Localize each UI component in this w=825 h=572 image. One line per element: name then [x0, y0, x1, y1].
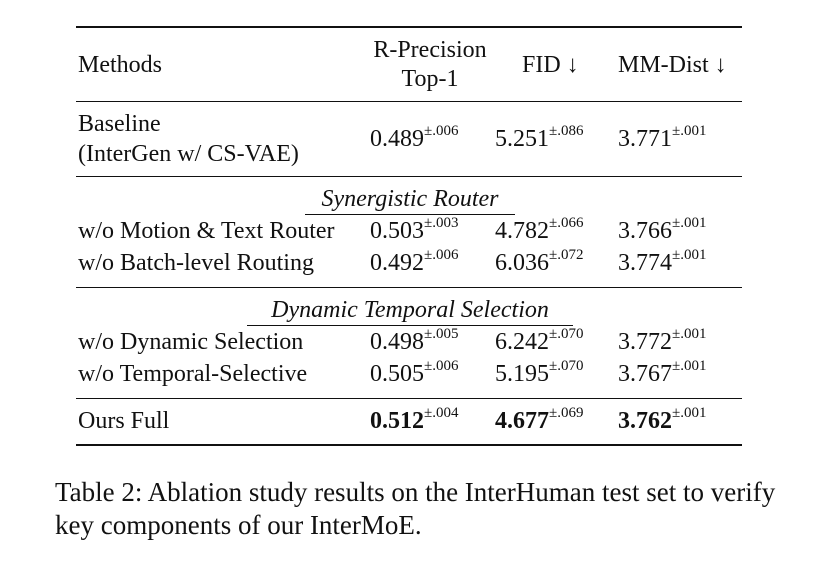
row-rprec: $0.498^{\pm.005}$: [370, 326, 459, 355]
header-mmdist: MM-Dist ↓: [618, 52, 727, 78]
row-mmdist: $3.772^{\pm.001}$: [618, 326, 707, 355]
header-methods: Methods: [78, 52, 162, 78]
section-synergistic-underline: [305, 214, 515, 215]
row-mmdist: $3.767^{\pm.001}$: [618, 358, 707, 387]
table-bottom-rule: [76, 444, 742, 446]
section-dynamic-underline: [247, 325, 573, 326]
ours-fid: $4.677^{\pm.069}$: [495, 405, 584, 434]
row-fid: $4.782^{\pm.066}$: [495, 215, 584, 244]
baseline-label-line2: (InterGen w/ CS-VAE): [78, 141, 299, 167]
table-top-rule: [76, 26, 742, 28]
row-label: w/o Temporal-Selective: [78, 361, 308, 387]
baseline-rprec: $0.489^{\pm.006}$: [370, 123, 459, 152]
baseline-rule: [76, 176, 742, 177]
ours-label: Ours Full: [78, 408, 170, 434]
section-synergistic-router: Synergistic Router: [321, 186, 499, 212]
row-label: w/o Motion & Text Router: [78, 218, 335, 244]
row-fid: $6.036^{\pm.072}$: [495, 247, 584, 276]
ours-mmdist: $3.762^{\pm.001}$: [618, 405, 707, 434]
header-top1: Top-1: [401, 66, 459, 92]
section-dynamic-temporal-selection: Dynamic Temporal Selection: [271, 297, 549, 323]
section1-rule: [76, 287, 742, 288]
header-fid: FID ↓: [522, 52, 579, 78]
row-mmdist: $3.766^{\pm.001}$: [618, 215, 707, 244]
row-label: w/o Batch-level Routing: [78, 250, 314, 276]
row-fid: $5.195^{\pm.070}$: [495, 358, 584, 387]
row-label: w/o Dynamic Selection: [78, 329, 304, 355]
header-rule: [76, 101, 742, 102]
row-mmdist: $3.774^{\pm.001}$: [618, 247, 707, 276]
baseline-mmdist: $3.771^{\pm.001}$: [618, 123, 707, 152]
row-rprec: $0.503^{\pm.003}$: [370, 215, 459, 244]
section2-rule: [76, 398, 742, 399]
row-rprec: $0.505^{\pm.006}$: [370, 358, 459, 387]
table-caption: Table 2: Ablation study results on the InterHuman test set to verify key components of our InterMoE.: [55, 477, 776, 540]
ours-rprec: $0.512^{\pm.004}$: [370, 405, 459, 434]
row-fid: $6.242^{\pm.070}$: [495, 326, 584, 355]
baseline-label-line1: Baseline: [78, 111, 161, 137]
header-rprecision: R-Precision: [373, 37, 487, 63]
baseline-fid: $5.251^{\pm.086}$: [495, 123, 584, 152]
row-rprec: $0.492^{\pm.006}$: [370, 247, 459, 276]
